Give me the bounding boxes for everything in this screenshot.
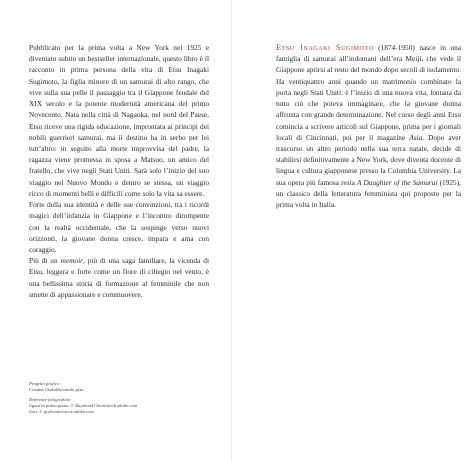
bio-part-2: . Dopo aver trascorso un altro periodo nella sua terra natale, decide di stabilirsi definitivamente a New York, dove diventa docente di lingua e cultura giapponese presso la Columbia University. La sua opera più famosa resta <box>276 132 461 187</box>
synopsis-paragraph-1: Pubblicato per la prima volta a New York nel 1925 e diventato subito un bestseller internazionale, questo libro è il racconto in prima persona della vita di Etsu Inagaki Sugimoto, la figlia minore di un samurai di alto rango, che vive sulla sua pelle il passaggio tra il Giappone feudale del XIX secolo e la potente modernità americana del primo Novecento. Nata nella città di Nagaoka, nel nord del Paese, Etsu riceve una rigida educazione, improntata ai principi dei nobili guerrieri samurai, ma il destino ha in serbo per lei tutt’altro: in seguito alla morte improvvisa del padre, la ragazza viene promessa in sposa a Matsuo, un amico del fratello, che vive negli Stati Uniti. Sarà solo l’inizio del suo viaggio nel Nuovo Mondo e dentro se stessa, un viaggio ricco di momenti belli e difficili come solo la vita sa essere. <box>29 43 209 198</box>
synopsis-p3-pre: Più di un <box>29 256 61 266</box>
memoir-word: memoir <box>60 256 83 266</box>
design-credit <box>29 381 209 394</box>
synopsis-p3-post: , più di una saga familiare, la vicenda di Etsu, leggera e forte come un fiore di ciliegio nel vento, è una bellissima storia di formazione al femminile che non smette di appassionare e commuovere. <box>29 256 209 299</box>
right-flap <box>232 0 464 461</box>
photo-credit-line-2: fiori: © graficarto/stock.adobe.com <box>29 409 94 415</box>
credits-block <box>29 381 209 418</box>
design-credit-name: Cristina Giubaldo/studio pym <box>29 387 84 393</box>
author-bio <box>276 42 461 210</box>
design-credit-title: Progetto grafico <box>29 381 60 386</box>
author-dates: (1874-1950) <box>378 43 415 52</box>
magazine-title: Asia <box>409 132 423 142</box>
bio-part-3: (1925), un classico della letteratura femminista qui proposto per la prima volta in Italia. <box>276 177 461 210</box>
bio-part-1: nasce in una famiglia di samurai all’indomani dell’era Meiji, che vede il Giappone aprirsi al resto del mondo dopo secoli di isolamento. Ha ventiquattro anni quando un matrimonio combinato la porta negli Stati Uniti: è l’inizio di una nuova vita, lontana da tutto ciò che poteva immaginare, che la giovane donna affronta con grande determinazione. Nel corso degli anni Etsu comincia a scrivere articoli sul Giappone, prima per i giornali locali di Cincinnati, poi per il magazine <box>276 43 462 142</box>
photo-credit-line-1: figura in primo piano: © Raymond Orton/stock.adobe.com <box>29 402 138 408</box>
synopsis-paragraph-3 <box>29 255 209 300</box>
synopsis-paragraph-2: Forte della sua identità e delle sue convinzioni, tra i ricordi magici dell’infanzia in Giappone e l’incontro dirompente con la realtà occidentale, che la sospinge verso nuovi orizzonti, la giovane donna cresce, impara e ama con coraggio. <box>29 200 209 254</box>
book-title: A Daughter of the Samurai <box>357 177 438 187</box>
author-bio-paragraph <box>276 42 461 210</box>
author-name: Etsu Inagaki Sugimoto <box>276 43 374 52</box>
synopsis-text <box>29 42 209 300</box>
photo-credit <box>29 397 209 416</box>
photo-credit-title: Referenze fotografiche <box>29 396 71 402</box>
